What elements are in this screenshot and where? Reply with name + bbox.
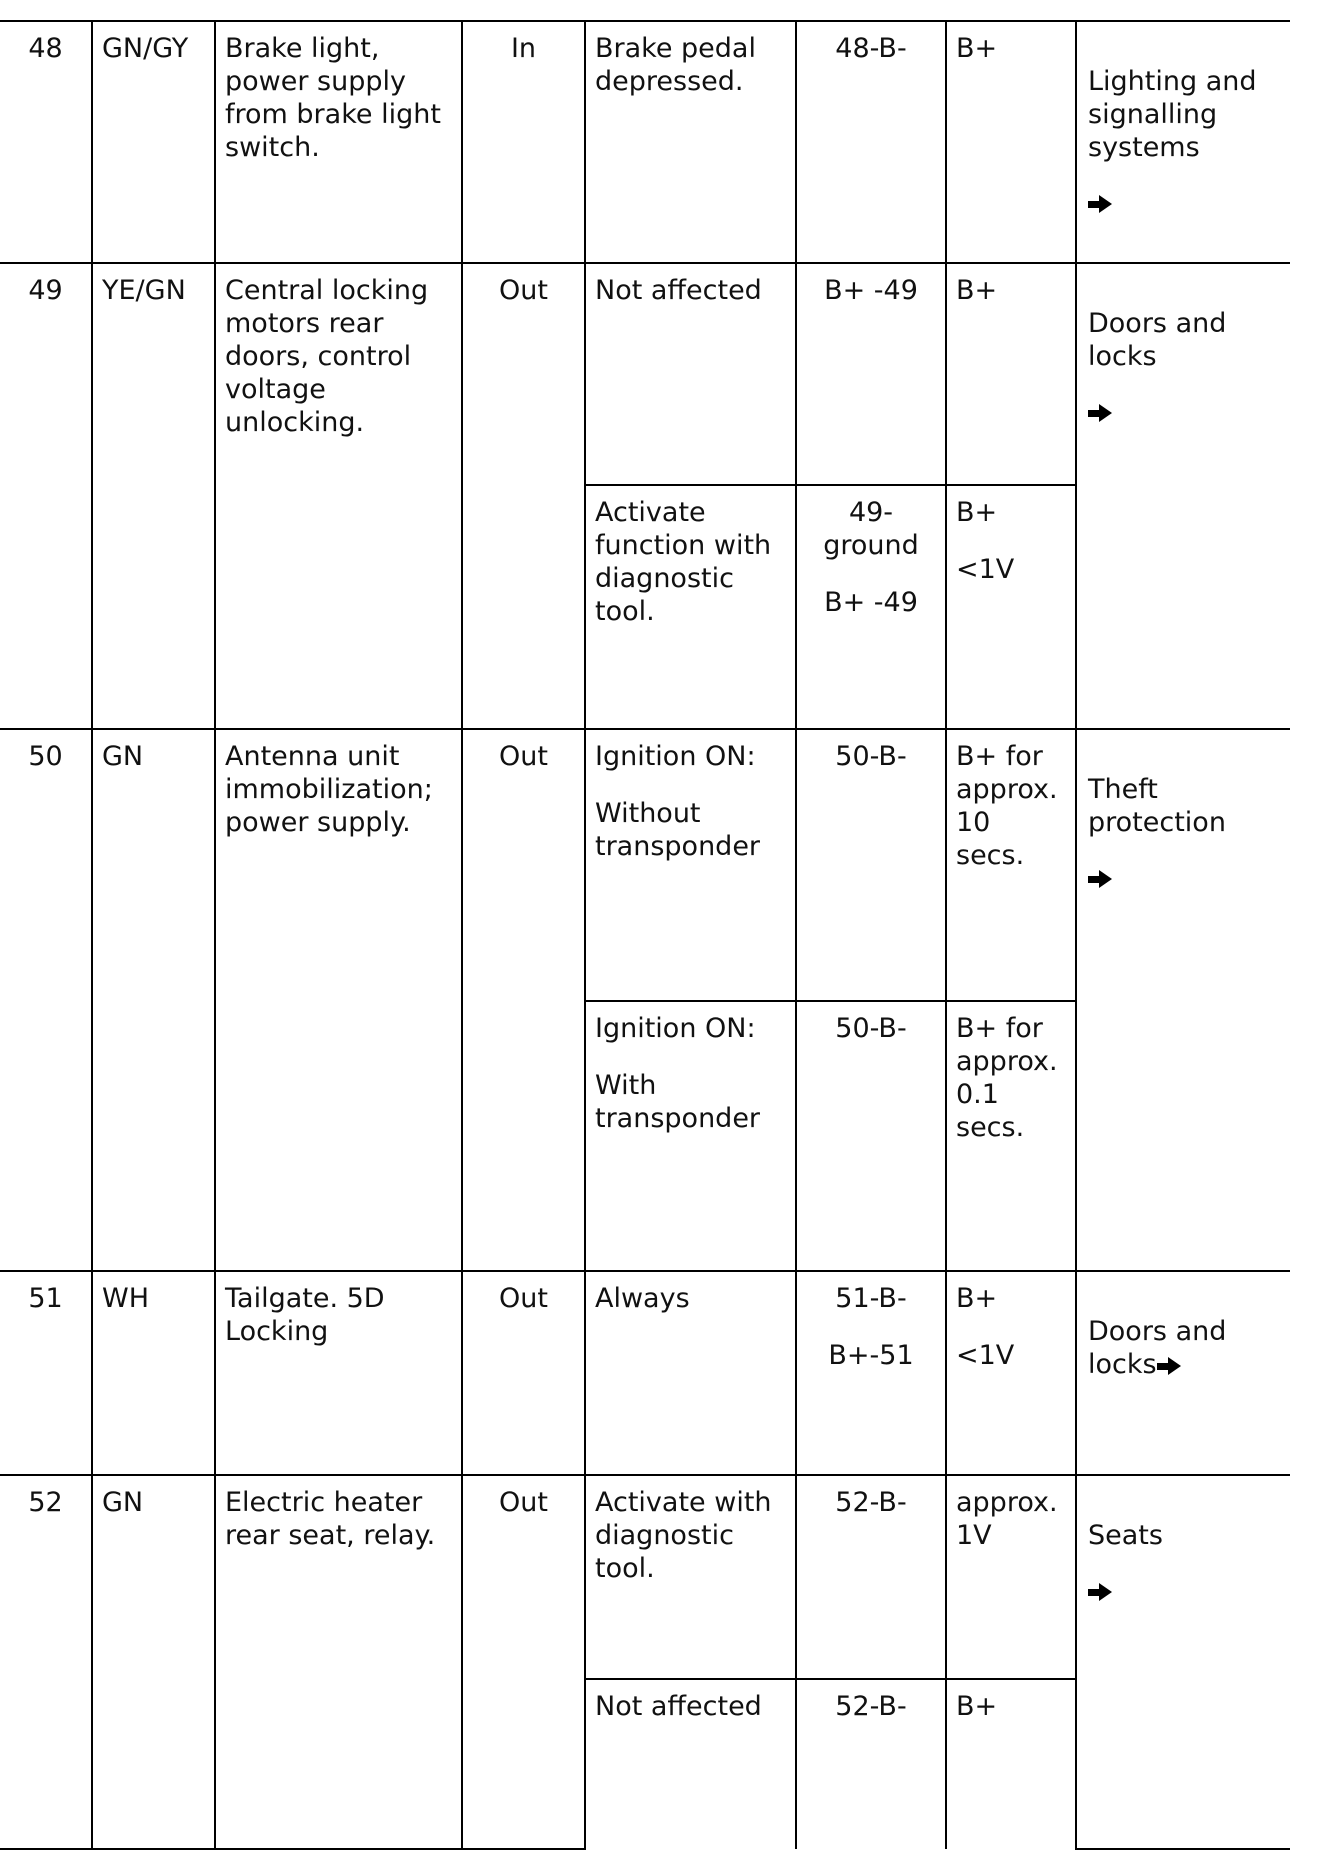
measure-points: 50-B- [796,1001,946,1271]
pin-description: Antenna unit immobilization; power supply. [215,729,462,1271]
right-arrow-icon[interactable] [1157,1358,1181,1374]
system-link[interactable] [1076,263,1290,729]
table-row [0,1475,1290,1679]
pin-description: Tailgate. 5D Locking [215,1271,462,1475]
pin-number: 50 [0,729,92,1271]
condition-line: Ignition ON: [595,1013,756,1044]
system-link[interactable] [1076,1271,1290,1475]
measure-points: 52-B- [796,1475,946,1679]
test-condition: Activate function with diagnostic tool. [585,485,796,729]
nominal-value: B+ [946,1679,1076,1849]
pin-number: 48 [0,21,92,263]
condition-line: Ignition ON: [595,741,756,772]
right-arrow-icon[interactable] [1088,196,1112,212]
signal-direction: Out [462,1475,585,1849]
wire-color: YE/GN [92,263,215,729]
system-name: Lighting and signalling systems [1088,66,1257,163]
system-name: Seats [1088,1520,1163,1551]
system-link[interactable] [1076,1475,1290,1849]
pin-description: Electric heater rear seat, relay. [215,1475,462,1849]
wire-color: GN/GY [92,21,215,263]
test-condition: Not affected [585,263,796,485]
pin-description: Brake light, power supply from brake light switch. [215,21,462,263]
nominal-value: B+ [946,263,1076,485]
measure-point: B+-51 [828,1340,914,1371]
measure-points: 48-B- [796,21,946,263]
measure-points: B+ -49 [796,263,946,485]
nominal-value [946,1271,1076,1475]
value-item: <1V [956,554,1015,585]
nominal-value: approx. 1V [946,1475,1076,1679]
signal-direction: Out [462,729,585,1271]
measure-point: B+ -49 [824,587,918,618]
system-link[interactable] [1076,729,1290,1271]
value-item: B+ [956,1283,998,1314]
test-condition: Always [585,1271,796,1475]
signal-direction: In [462,21,585,263]
signal-direction: Out [462,1271,585,1475]
test-condition: Activate with diagnostic tool. [585,1475,796,1679]
test-condition: Not affected [585,1679,796,1849]
nominal-value [946,485,1076,729]
measure-point: 49- ground [823,497,919,561]
table-row [0,263,1290,485]
right-arrow-icon[interactable] [1088,405,1112,421]
right-arrow-icon[interactable] [1088,871,1112,887]
measure-point: 51-B- [835,1283,907,1314]
measure-points [796,485,946,729]
nominal-value: B+ for approx. 10 secs. [946,729,1076,1001]
measure-points [796,1271,946,1475]
pin-number: 52 [0,1475,92,1849]
value-item: <1V [956,1340,1015,1371]
measure-points: 50-B- [796,729,946,1001]
measure-points: 52-B- [796,1679,946,1849]
test-condition: Brake pedal depressed. [585,21,796,263]
system-name: Doors and locks [1088,308,1227,372]
value-item: B+ [956,497,998,528]
wire-color: WH [92,1271,215,1475]
table-row [0,1271,1290,1475]
pin-description: Central locking motors rear doors, control voltage unlocking. [215,263,462,729]
wire-color: GN [92,729,215,1271]
table-row [0,729,1290,1001]
pin-assignment-table [0,20,1290,1850]
pin-number: 49 [0,263,92,729]
table-row [0,21,1290,263]
system-name: Theft protection [1088,774,1226,838]
right-arrow-icon[interactable] [1088,1584,1112,1600]
system-link[interactable] [1076,21,1290,263]
test-condition [585,1001,796,1271]
nominal-value: B+ [946,21,1076,263]
pin-number: 51 [0,1271,92,1475]
condition-line: Without transponder [595,798,761,862]
nominal-value: B+ for approx. 0.1 secs. [946,1001,1076,1271]
condition-line: With transponder [595,1070,761,1134]
system-name: Doors and locks [1088,1316,1227,1380]
signal-direction: Out [462,263,585,729]
wire-color: GN [92,1475,215,1849]
test-condition [585,729,796,1001]
